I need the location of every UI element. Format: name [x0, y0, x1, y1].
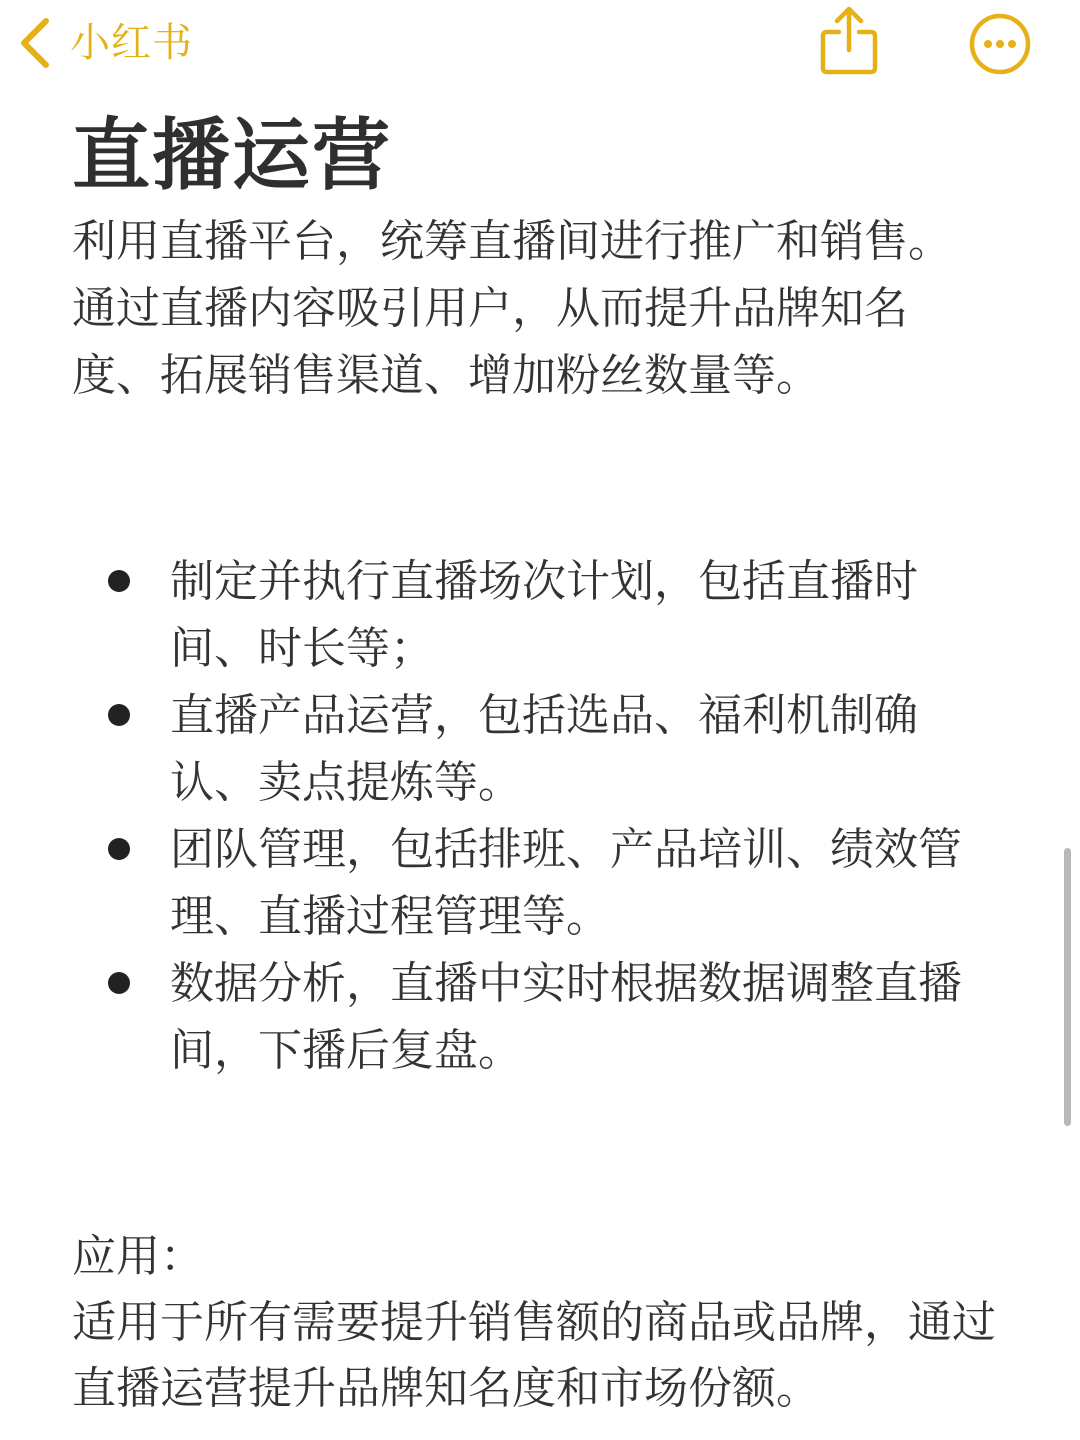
- more-icon: [968, 61, 1032, 80]
- more-button[interactable]: [968, 12, 1032, 76]
- bullet-dot: [108, 704, 130, 726]
- bullet-dot: [108, 570, 130, 592]
- navigation-bar: [0, 0, 1080, 90]
- vertical-scrollbar[interactable]: [1064, 848, 1071, 1126]
- list-item-text: 数据分析，直播中实时根据数据调整直播间，下播后复盘。: [170, 958, 962, 1076]
- note-title: 直播运营: [72, 111, 393, 201]
- share-icon: [818, 63, 880, 82]
- note-intro: 利用直播平台，统筹直播间进行推广和销售。通过直播内容吸引用户，从而提升品牌知名度、拓展销售渠道、增加粉丝数量等。: [72, 216, 952, 401]
- application-heading: 应用：: [72, 1231, 204, 1282]
- list-item: [100, 950, 1000, 1084]
- back-label: 小红书: [70, 20, 193, 66]
- bullet-list: [100, 548, 1000, 1084]
- chevron-left-icon: [18, 17, 52, 69]
- application-section: [72, 1224, 1012, 1422]
- application-text: 适用于所有需要提升销售额的商品或品牌，通过直播运营提升品牌知名度和市场份额。: [72, 1297, 996, 1414]
- bullet-dot: [108, 838, 130, 860]
- bullet-dot: [108, 972, 130, 994]
- list-item: [100, 548, 1000, 682]
- note-body: [72, 106, 992, 409]
- back-button[interactable]: [18, 12, 193, 74]
- list-item: [100, 816, 1000, 950]
- share-button[interactable]: [818, 4, 880, 78]
- list-item-text: 制定并执行直播场次计划，包括直播时间、时长等；: [170, 556, 918, 674]
- list-item: [100, 682, 1000, 816]
- list-item-text: 团队管理，包括排班、产品培训、绩效管理、直播过程管理等。: [170, 824, 962, 942]
- list-item-text: 直播产品运营，包括选品、福利机制确认、卖点提炼等。: [170, 690, 918, 808]
